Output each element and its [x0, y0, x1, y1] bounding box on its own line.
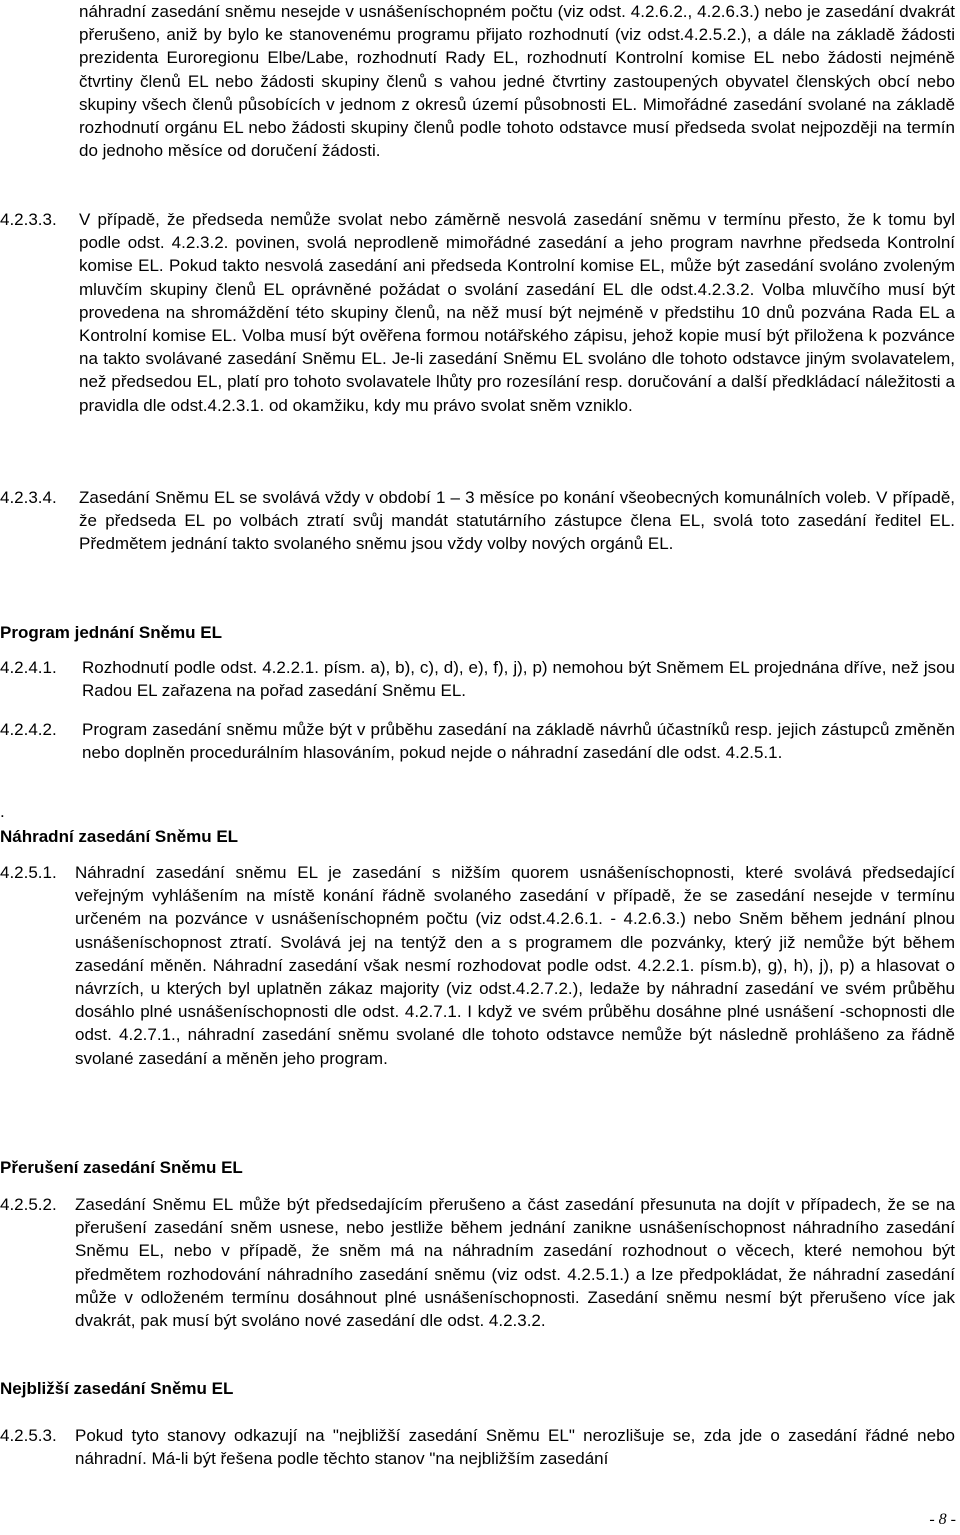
section-heading: Náhradní zasedání Sněmu EL	[0, 827, 239, 846]
paragraph-number: 4.2.5.3.	[0, 1426, 57, 1445]
paragraph-number: 4.2.3.4.	[0, 488, 57, 507]
paragraph-text: Pokud tyto stanovy odkazují na "nejbližší zasedání Sněmu EL" nerozlišuje se, zda jde o zasedání řádné nebo náhradní. Má-li být řešena podle těchto stanov "na nejbližším zasedání	[75, 1426, 955, 1469]
paragraph-number: 4.2.5.1.	[0, 863, 57, 882]
leading-mark: .	[0, 802, 5, 821]
paragraph-4-2-3-4	[0, 486, 955, 556]
paragraph-text: V případě, že předseda nemůže svolat nebo záměrně nesvolá zasedání sněmu v termínu přesto, že k tomu byl podle odst. 4.2.3.2. povinen, svolá neprodleně mimořádné zasedání a jeho program navrhne předseda Kontrolní komise EL. Pokud takto nesvolá zasedání ani předseda Kontrolní komise EL, může být zasedání svoláno zvoleným mluvčím skupiny členů EL oprávněné požádat o svolání zasedání EL dle odst.4.2.3.2. Volba mluvčího musí být provedena na shromáždění této skupiny členů, na něž musí být nejméně v předstihu 10 dnů pozvána Rada EL a Kontrolní komise EL. Volba musí být ověřena formou notářského zápisu, jehož kopie musí být přiložena k pozvánce na takto svolávané zasedání Sněmu EL. Je-li zasedání Sněmu EL svoláno dle tohoto odstavce jiným svolavatelem, než předsedou EL, platí pro tohoto svolavatele lhůty pro rozesílání resp. doručování a další předkládací náležitosti a pravidla dle odst.4.2.3.1. od okamžiku, kdy mu právo svolat sněm vzniklo.	[79, 210, 955, 415]
paragraph-4-2-5-1	[0, 861, 955, 1070]
paragraph-text: Rozhodnutí podle odst. 4.2.2.1. písm. a), b), c), d), e), f), j), p) nemohou být Sněmem EL projednána dříve, než jsou Radou EL zařazena na pořad zasedání Sněmu EL.	[82, 658, 955, 701]
paragraph-text: Náhradní zasedání sněmu EL je zasedání s nižším quorem usnášeníschopnosti, které svolává předsedající veřejným vyhlášením na místě konání řádně svolaného zasedání v případě, že se zasedání nesejde v termínu určeném na pozvánce v usnášeníschopném počtu (viz odst.4.2.6.1. - 4.2.6.3.) nebo Sněm během jednání plnou usnášeníschopnost ztratí. Svolává jej na tentýž den a s programem dle pozvánky, který již nemůže být během zasedání měněn. Náhradní zasedání však nesmí rozhodovat podle odst. 4.2.2.1. písm.b), g), h), j), p) a hlasovat o návrzích, u kterých byl uplatněn zákaz majority (viz odst.4.2.7.2.), ledaže by náhradní zasedání ve svém průběhu dosáhlo plné usnášeníschopnosti dle odst. 4.2.7.1. I když ve svém průběhu dosáhne plné usnášení -schopnosti dle odst. 4.2.7.1., náhradní zasedání sněmu svolané dle tohoto odstavce nemůže být následně prohlášeno za řádně svolané zasedání a měněn jeho program.	[75, 863, 955, 1068]
paragraph-number: 4.2.3.3.	[0, 210, 57, 229]
intro-paragraph-text: náhradní zasedání sněmu nesejde v usnášeníschopném počtu (viz odst. 4.2.6.2., 4.2.6.3.) nebo je zasedání dvakrát přerušeno, aniž by bylo ke stanovenému programu přijato rozhodnutí (viz odst.4.2.5.2.), a dále na základě žádosti prezidenta Euroregionu Elbe/Labe, rozhodnutí Rady EL, rozhodnutí Kontrolní komise EL nebo žádosti nejméně čtvrtiny členů EL nebo žádosti skupiny členů s vahou jedné čtvrtiny zastoupených obyvatel členských obcí nebo skupiny všech členů působících v jednom z okresů území působnosti EL. Mimořádné zasedání svolané na základě rozhodnutí orgánu EL nebo žádosti skupiny členů podle tohoto odstavce musí předseda svolat nejpozději na termín do jednoho měsíce od doručení žádosti.	[79, 2, 955, 161]
paragraph-4-2-3-3	[0, 208, 955, 417]
paragraph-text: Zasedání Sněmu EL se svolává vždy v období 1 – 3 měsíce po konání všeobecných komunálních voleb. V případě, že předseda EL po volbách ztratí svůj mandát statutárního zástupce člena EL, svolá toto zasedání ředitel EL. Předmětem jednání takto svolaného sněmu jsou vždy volby nových orgánů EL.	[79, 488, 955, 554]
section-heading: Nejbližší zasedání Sněmu EL	[0, 1379, 234, 1398]
paragraph-number: 4.2.4.1.	[0, 658, 57, 677]
paragraph-4-2-4-1	[0, 656, 955, 702]
paragraph-4-2-5-2	[0, 1193, 955, 1332]
section-heading: Program jednání Sněmu EL	[0, 623, 222, 642]
section-heading: Přerušení zasedání Sněmu EL	[0, 1158, 243, 1177]
paragraph-4-2-4-2	[0, 718, 955, 764]
paragraph-text: Zasedání Sněmu EL může být předsedajícím přerušeno a část zasedání přesunuta na dojít v případech, že se na přerušení zasedání sněm usnese, nebo jestliže během jednání zanikne usnášeníschopnost náhradního zasedání Sněmu EL, nebo v případě, že sněm má na náhradním zasedání rozhodnout o věcech, které nemohou být předmětem rozhodování náhradního zasedání sněmu (viz odst. 4.2.5.1.) a lze předpokládat, že náhradní zasedání může v odloženém termínu dosáhnout plné usnášeníschopnosti. Zasedání sněmu nesmí být přerušeno více jak dvakrát, pak musí být svoláno nové zasedání dle odst. 4.2.3.2.	[75, 1195, 955, 1331]
paragraph-4-2-5-3	[0, 1424, 955, 1470]
paragraph-number: 4.2.4.2.	[0, 720, 57, 739]
paragraph-number: 4.2.5.2.	[0, 1195, 57, 1214]
paragraph-text: Program zasedání sněmu může být v průběhu zasedání na základě návrhů účastníků resp. jejich zástupců změněn nebo doplněn procedurálním hlasováním, pokud nejde o náhradní zasedání dle odst. 4.2.5.1.	[82, 720, 955, 763]
page-number: - 8 -	[929, 1510, 956, 1528]
paragraph-row	[0, 0, 955, 162]
